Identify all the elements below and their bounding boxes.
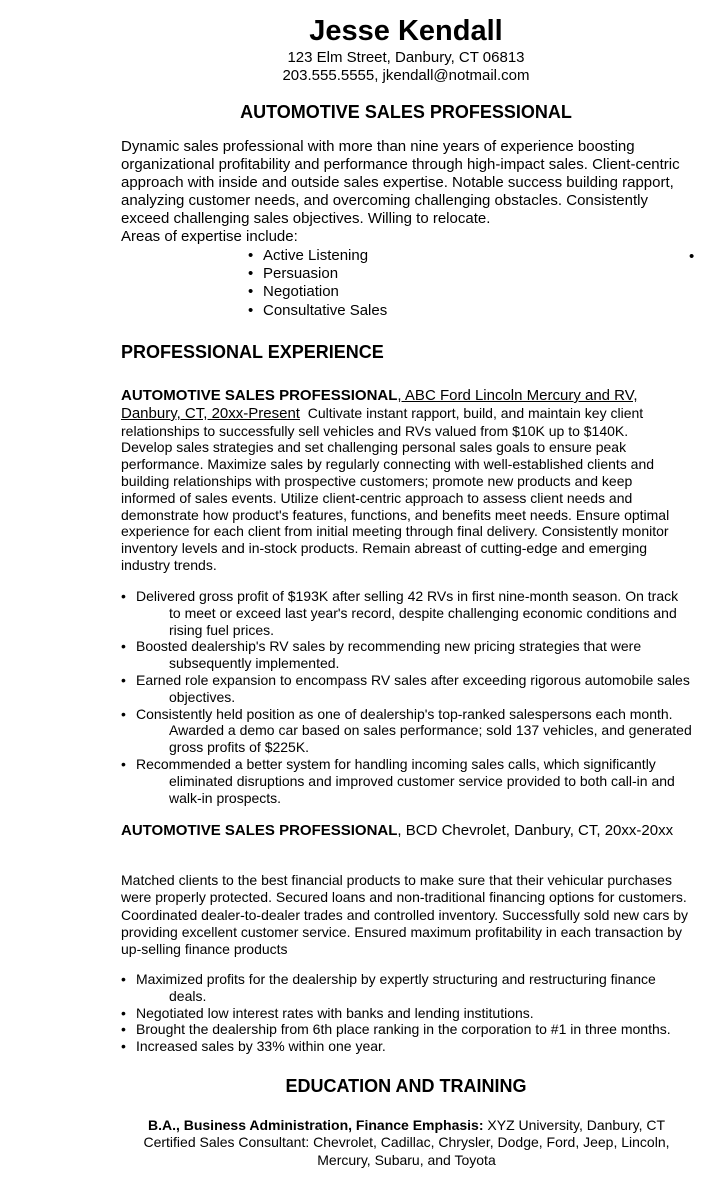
job-2-achievements — [121, 971, 693, 1055]
certification: Certified Sales Consultant: Chevrolet, Cadillac, Chrysler, Dodge, Ford, Jeep, Lincoln, Mercury, Subaru, and Toyota — [143, 1134, 670, 1168]
achievement-item: • Delivered gross profit of $193K after selling 42 RVs in first nine-month season. On track to meet or exceed last year's record, despite challenging economic conditions and rising fuel prices. — [121, 588, 693, 638]
skill-item: • Negotiation — [248, 283, 387, 301]
headline: AUTOMOTIVE SALES PROFESSIONAL — [240, 102, 572, 122]
job-1-description: Cultivate instant rapport, build, and maintain key client relationships to successfully sell vehicles and RVs valued from $10K up to $140K. Develop sales strategies and set challenging personal sales goals to ensure peak performance. Maximize sales by regularly connecting with well-established clients and building relationships with prospective customers; promote new products and keep informed of sales events. Utilize client-centric approach to assess client needs and demonstrate how product's features, functions, and benefits meet needs. Ensure optimal experience for each client from initial meeting through final delivery. Consistently monitor inventory levels and in-stock products. Remain abreast of cutting-edge and emerging industry trends. — [121, 404, 670, 573]
skill-item: • Persuasion — [248, 265, 387, 283]
achievement-item: • Earned role expansion to encompass RV sales after exceeding rigorous automobile sales objectives. — [121, 672, 693, 706]
skills-list — [248, 247, 387, 320]
achievement-item: • Recommended a better system for handling incoming sales calls, which significantly eliminated disruptions and improved customer service provided to both call-in and walk-in prospects. — [121, 756, 693, 806]
achievement-item: • Maximized profits for the dealership by expertly structuring and restructuring finance deals. — [121, 971, 693, 1005]
expertise-intro: Areas of expertise include: — [121, 228, 298, 246]
achievement-item: • Boosted dealership's RV sales by recommending new pricing strategies that were subsequently implemented. — [121, 638, 693, 672]
achievement-item: • Consistently held position as one of dealership's top-ranked salespersons each month. Awarded a demo car based on sales performance; sold 137 vehicles, and generated gross profits of $225K. — [121, 706, 693, 756]
skill-item: • Active Listening — [248, 247, 387, 265]
summary-text: Dynamic sales professional with more than nine years of experience boosting organizational profitability and performance through high-impact sales. Client-centric approach with inside and outside sales expertise. Notable success building rapport, analyzing customer needs, and overcoming challenging obstacles. Consistently exceed challenging sales objectives. Willing to relocate. — [121, 138, 680, 228]
school: XYZ University, Danbury, CT — [483, 1117, 666, 1133]
achievement-item: • Increased sales by 33% within one year. — [121, 1038, 693, 1055]
job-1-company: , ABC Ford Lincoln Mercury and RV, Danbury, CT, 20xx-Present — [121, 387, 638, 422]
address-line: 123 Elm Street, Danbury, CT 06813 — [287, 49, 525, 66]
job-2-header — [121, 822, 686, 840]
job-1 — [121, 387, 681, 574]
education-block — [119, 1117, 694, 1169]
job-1-achievements — [121, 588, 693, 806]
achievement-item: • Brought the dealership from 6th place ranking in the corporation to #1 in three months. — [121, 1021, 693, 1038]
stray-bullet: • — [689, 248, 695, 265]
job-1-title: AUTOMOTIVE SALES PROFESSIONAL — [121, 387, 398, 404]
job-2-description: Matched clients to the best financial products to make sure that their vehicular purchases were properly protected. Secured loans and non-traditional financing options for customers. Coordinated dealer-to-dealer trades and controlled inventory. Successfully sold new cars by providing excellent customer service. Ensured maximum profitability in each transaction by up-selling finance products — [121, 872, 689, 958]
contact-line: 203.555.5555, jkendall@notmail.com — [282, 67, 530, 84]
skill-item: • Consultative Sales — [248, 302, 387, 320]
education-heading: EDUCATION AND TRAINING — [285, 1076, 527, 1096]
degree: B.A., Business Administration, Finance Emphasis: — [147, 1117, 484, 1133]
job-2-company: , BCD Chevrolet, Danbury, CT, 20xx-20xx — [397, 822, 674, 839]
summary-paragraph — [121, 138, 681, 247]
job-2-title: AUTOMOTIVE SALES PROFESSIONAL — [121, 822, 398, 839]
candidate-name: Jesse Kendall — [309, 15, 503, 47]
achievement-item: • Negotiated low interest rates with banks and lending institutions. — [121, 1005, 693, 1022]
experience-heading: PROFESSIONAL EXPERIENCE — [121, 342, 384, 362]
